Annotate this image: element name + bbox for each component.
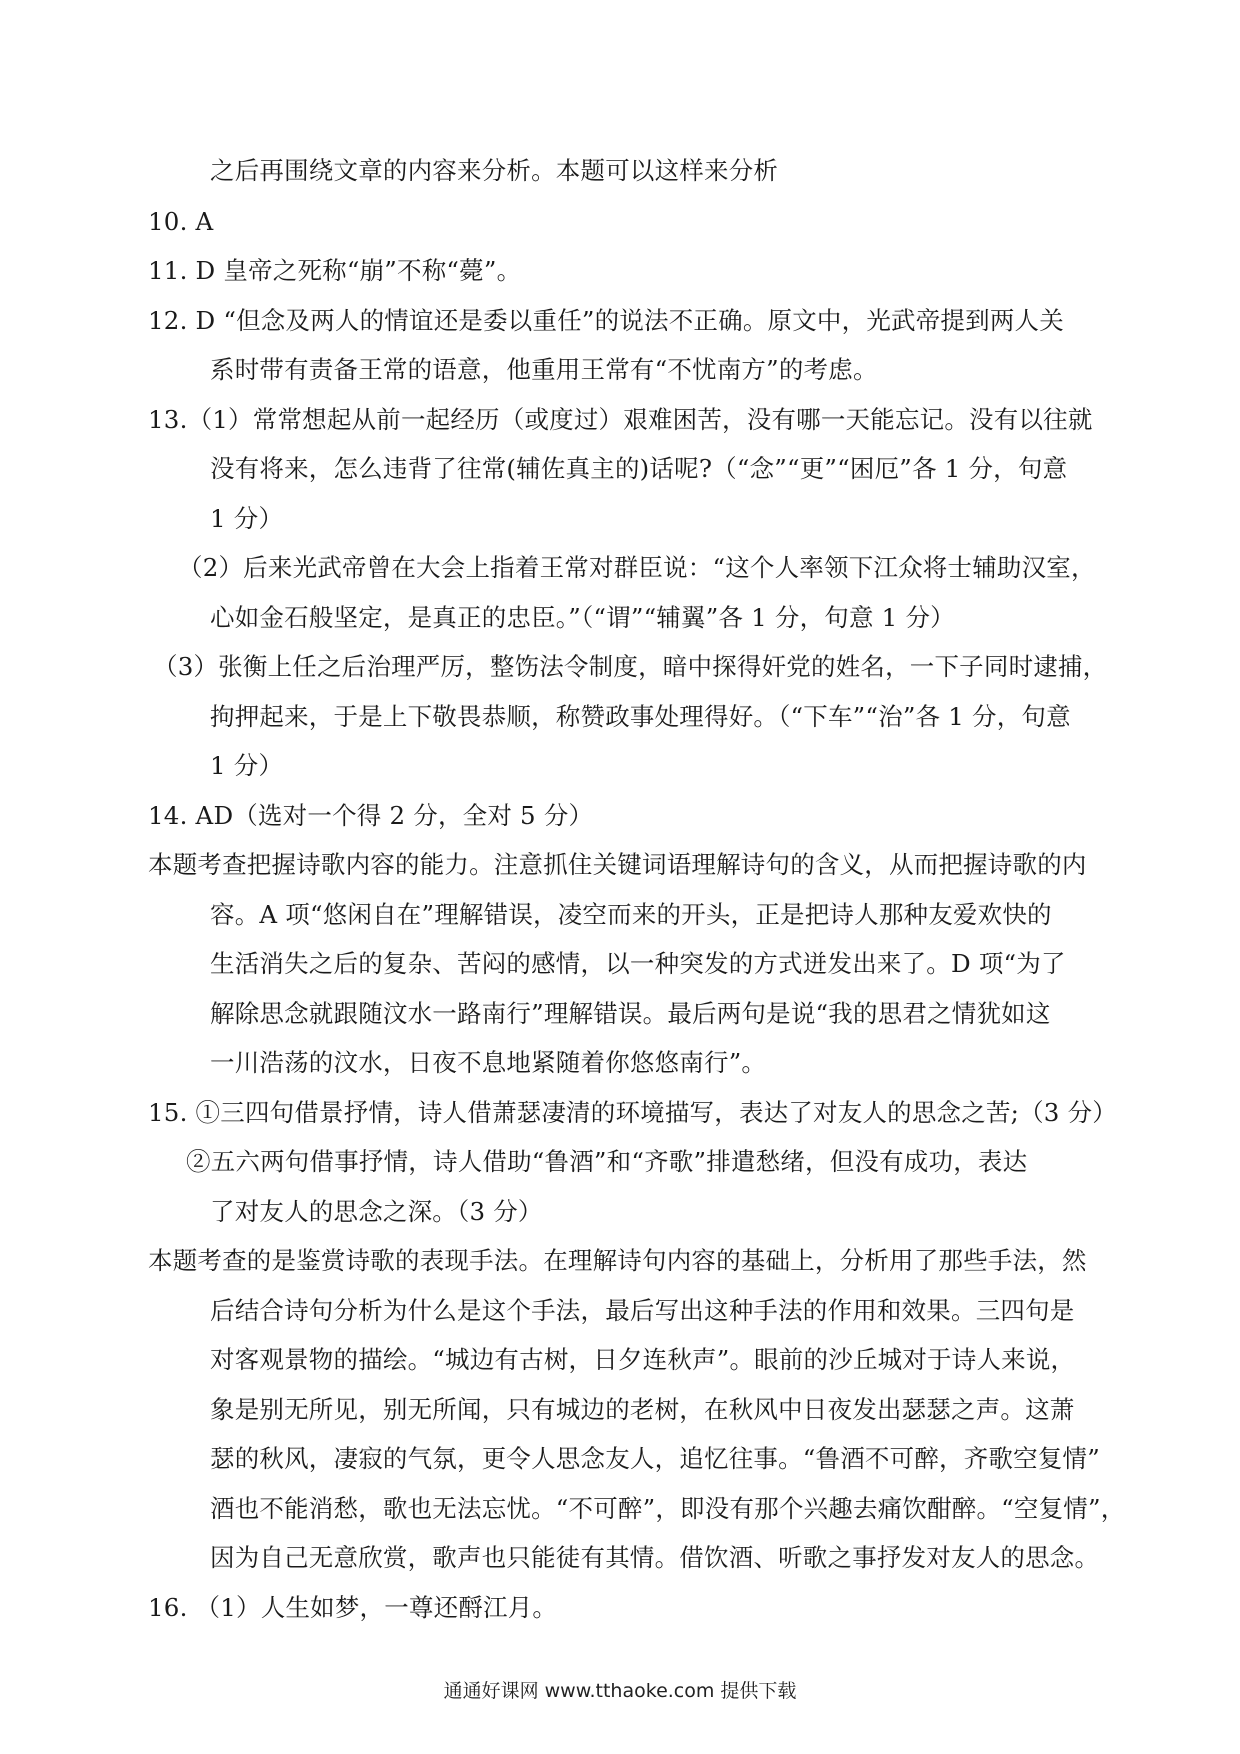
text-line: 解除思念就跟随汶水一路南行”理解错误。最后两句是说“我的思君之情犹如这 bbox=[210, 999, 1051, 1028]
page-footer: 通通好课网 www.tthaoke.com 提供下载 bbox=[443, 1680, 797, 1702]
text-line: 容。A 项“悠闲自在”理解错误，凌空而来的开头，正是把诗人那种友爱欢快的 bbox=[210, 900, 1052, 929]
text-line: 了对友人的思念之深。（3 分） bbox=[210, 1197, 543, 1226]
answer-14: 14. AD（选对一个得 2 分，全对 5 分） bbox=[148, 801, 594, 830]
text-line: 对客观景物的描绘。“城边有古树，日夕连秋声”。眼前的沙丘城对于诗人来说， bbox=[210, 1345, 1076, 1374]
text-line: 心如金石般坚定，是真正的忠臣。”（“谓”“辅翼”各 1 分，句意 1 分） bbox=[210, 603, 955, 632]
text-line: 象是别无所见，别无所闻，只有城边的老树，在秋风中日夜发出瑟瑟之声。这萧 bbox=[210, 1395, 1075, 1424]
answer-13-part-1: 13.（1）常常想起从前一起经历（或度过）艰难困苦，没有哪一天能忘记。没有以往就 bbox=[148, 405, 1093, 434]
text-line: 系时带有责备王常的语意，他重用王常有“不忧南方”的考虑。 bbox=[210, 355, 878, 384]
answer-15-point-1: 15. ①三四句借景抒情，诗人借萧瑟凄清的环境描写，表达了对友人的思念之苦;（3 分） bbox=[148, 1098, 1117, 1127]
text-line: 酒也不能消愁，歌也无法忘忧。“不可醉”，即没有那个兴趣去痛饮酣醉。“空复情”， bbox=[210, 1494, 1126, 1523]
answer-11: 11. D 皇帝之死称“崩”不称“薨”。 bbox=[148, 256, 522, 285]
text-line: 1 分） bbox=[210, 751, 284, 780]
text-line: 1 分） bbox=[210, 504, 284, 533]
answer-16: 16. （1）人生如梦，一尊还酹江月。 bbox=[148, 1593, 558, 1622]
text-line: 瑟的秋风，凄寂的气氛，更令人思念友人，追忆往事。“鲁酒不可醉，齐歌空复情” bbox=[210, 1444, 1100, 1473]
answer-15-explanation: 本题考查的是鉴赏诗歌的表现手法。在理解诗句内容的基础上，分析用了那些手法，然 bbox=[148, 1246, 1087, 1275]
answer-14-explanation: 本题考查把握诗歌内容的能力。注意抓住关键词语理解诗句的含义，从而把握诗歌的内 bbox=[148, 850, 1087, 879]
text-line: 没有将来，怎么违背了往常(辅佐真主的)话呢?（“念”“更”“困厄”各 1 分，句意 bbox=[210, 454, 1068, 483]
text-line: 后结合诗句分析为什么是这个手法，最后写出这种手法的作用和效果。三四句是 bbox=[210, 1296, 1075, 1325]
answer-13-part-2: （2）后来光武帝曾在大会上指着王常对群臣说：“这个人率领下江众将士辅助汉室， bbox=[178, 553, 1096, 582]
text-line: 因为自己无意欣赏，歌声也只能徒有其情。借饮酒、听歌之事抒发对友人的思念。 bbox=[210, 1543, 1100, 1572]
text-line: 一川浩荡的汶水，日夜不息地紧随着你悠悠南行”。 bbox=[210, 1048, 767, 1077]
text-line: 之后再围绕文章的内容来分析。本题可以这样来分析 bbox=[210, 156, 779, 185]
answer-10: 10. A bbox=[148, 207, 214, 236]
text-line: 拘押起来，于是上下敬畏恭顺，称赞政事处理得好。（“下车”“治”各 1 分，句意 bbox=[210, 702, 1071, 731]
answer-13-part-3: （3）张衡上任之后治理严厉，整饬法令制度，暗中探得奸党的姓名，一下子同时逮捕， bbox=[153, 652, 1108, 681]
answer-12: 12. D “但念及两人的情谊还是委以重任”的说法不正确。原文中，光武帝提到两人关 bbox=[148, 306, 1064, 335]
text-line: 生活消失之后的复杂、苦闷的感情，以一种突发的方式迸发出来了。D 项“为了 bbox=[210, 949, 1066, 978]
answer-15-point-2: ②五六两句借事抒情，诗人借助“鲁酒”和“齐歌”排遣愁绪，但没有成功，表达 bbox=[186, 1147, 1028, 1176]
